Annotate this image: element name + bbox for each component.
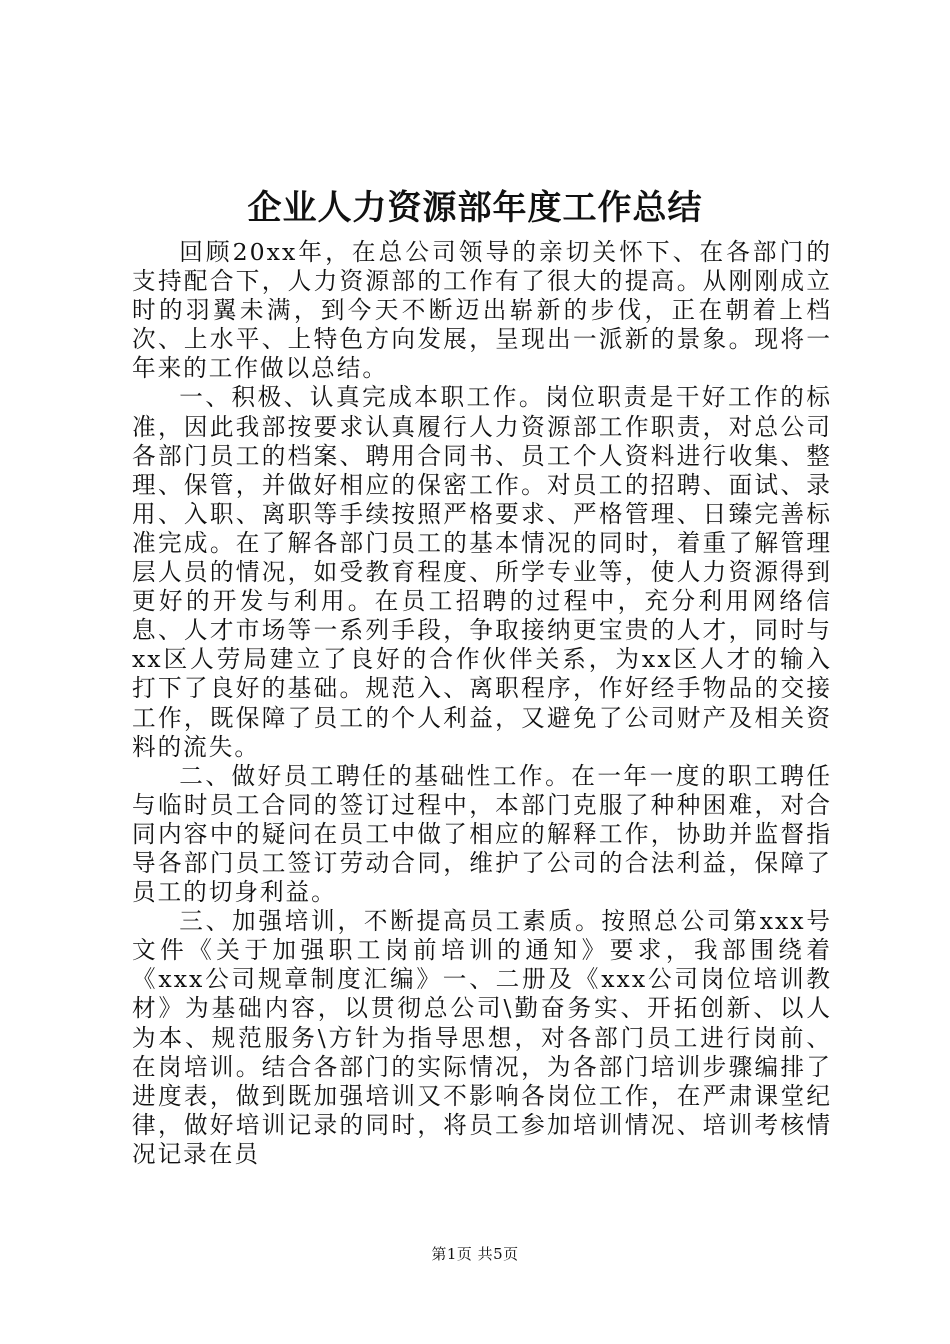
paragraph-intro: 回顾20xx年，在总公司领导的亲切关怀下、在各部门的支持配合下，人力资源部的工作有了很大的提高。从刚刚成立时的羽翼未满，到今天不断迈出崭新的步伐，正在朝着上档次、上水平、上特色方向发展，呈现出一派新的景象。现将一年来的工作做以总结。 (132, 238, 832, 383)
paragraph-section-1: 一、积极、认真完成本职工作。岗位职责是干好工作的标准，因此我部按要求认真履行人力资源部工作职责，对总公司各部门员工的档案、聘用合同书、员工个人资料进行收集、整理、保管，并做好相应的保密工作。对员工的招聘、面试、录用、入职、离职等手续按照严格要求、严格管理、日臻完善标准完成。在了解各部门员工的基本情况的同时，着重了解管理层人员的情况，如受教育程度、所学专业等，使人力资源得到更好的开发与利用。在员工招聘的过程中，充分利用网络信息、人才市场等一系列手段，争取接纳更宝贵的人才，同时与xx区人劳局建立了良好的合作伙伴关系，为xx区人才的输入打下了良好的基础。规范入、离职程序，作好经手物品的交接工作，既保障了员工的个人利益，又避免了公司财产及相关资料的流失。 (132, 383, 832, 761)
page-footer: 第1页 共5页 (431, 1245, 519, 1263)
document-body (132, 238, 832, 1169)
paragraph-section-2: 二、做好员工聘任的基础性工作。在一年一度的职工聘任与临时员工合同的签订过程中，本部门克服了种种困难，对合同内容中的疑问在员工中做了相应的解释工作，协助并监督指导各部门员工签订劳动合同，维护了公司的合法利益，保障了员工的切身利益。 (132, 761, 832, 907)
paragraph-section-3: 三、加强培训，不断提高员工素质。按照总公司第xxx号文件《关于加强职工岗前培训的通知》要求，我部围绕着《xxx公司规章制度汇编》一、二册及《xxx公司岗位培训教材》为基础内容，以贯彻总公司\勤奋务实、开拓创新、以人为本、规范服务\方针为指导思想，对各部门员工进行岗前、在岗培训。结合各部门的实际情况，为各部门培训步骤编排了进度表，做到既加强培训又不影响各岗位工作，在严肃课堂纪律，做好培训记录的同时，将员工参加培训情况、培训考核情况记录在员 (132, 907, 832, 1168)
document-title: 企业人力资源部年度工作总结 (247, 188, 703, 228)
